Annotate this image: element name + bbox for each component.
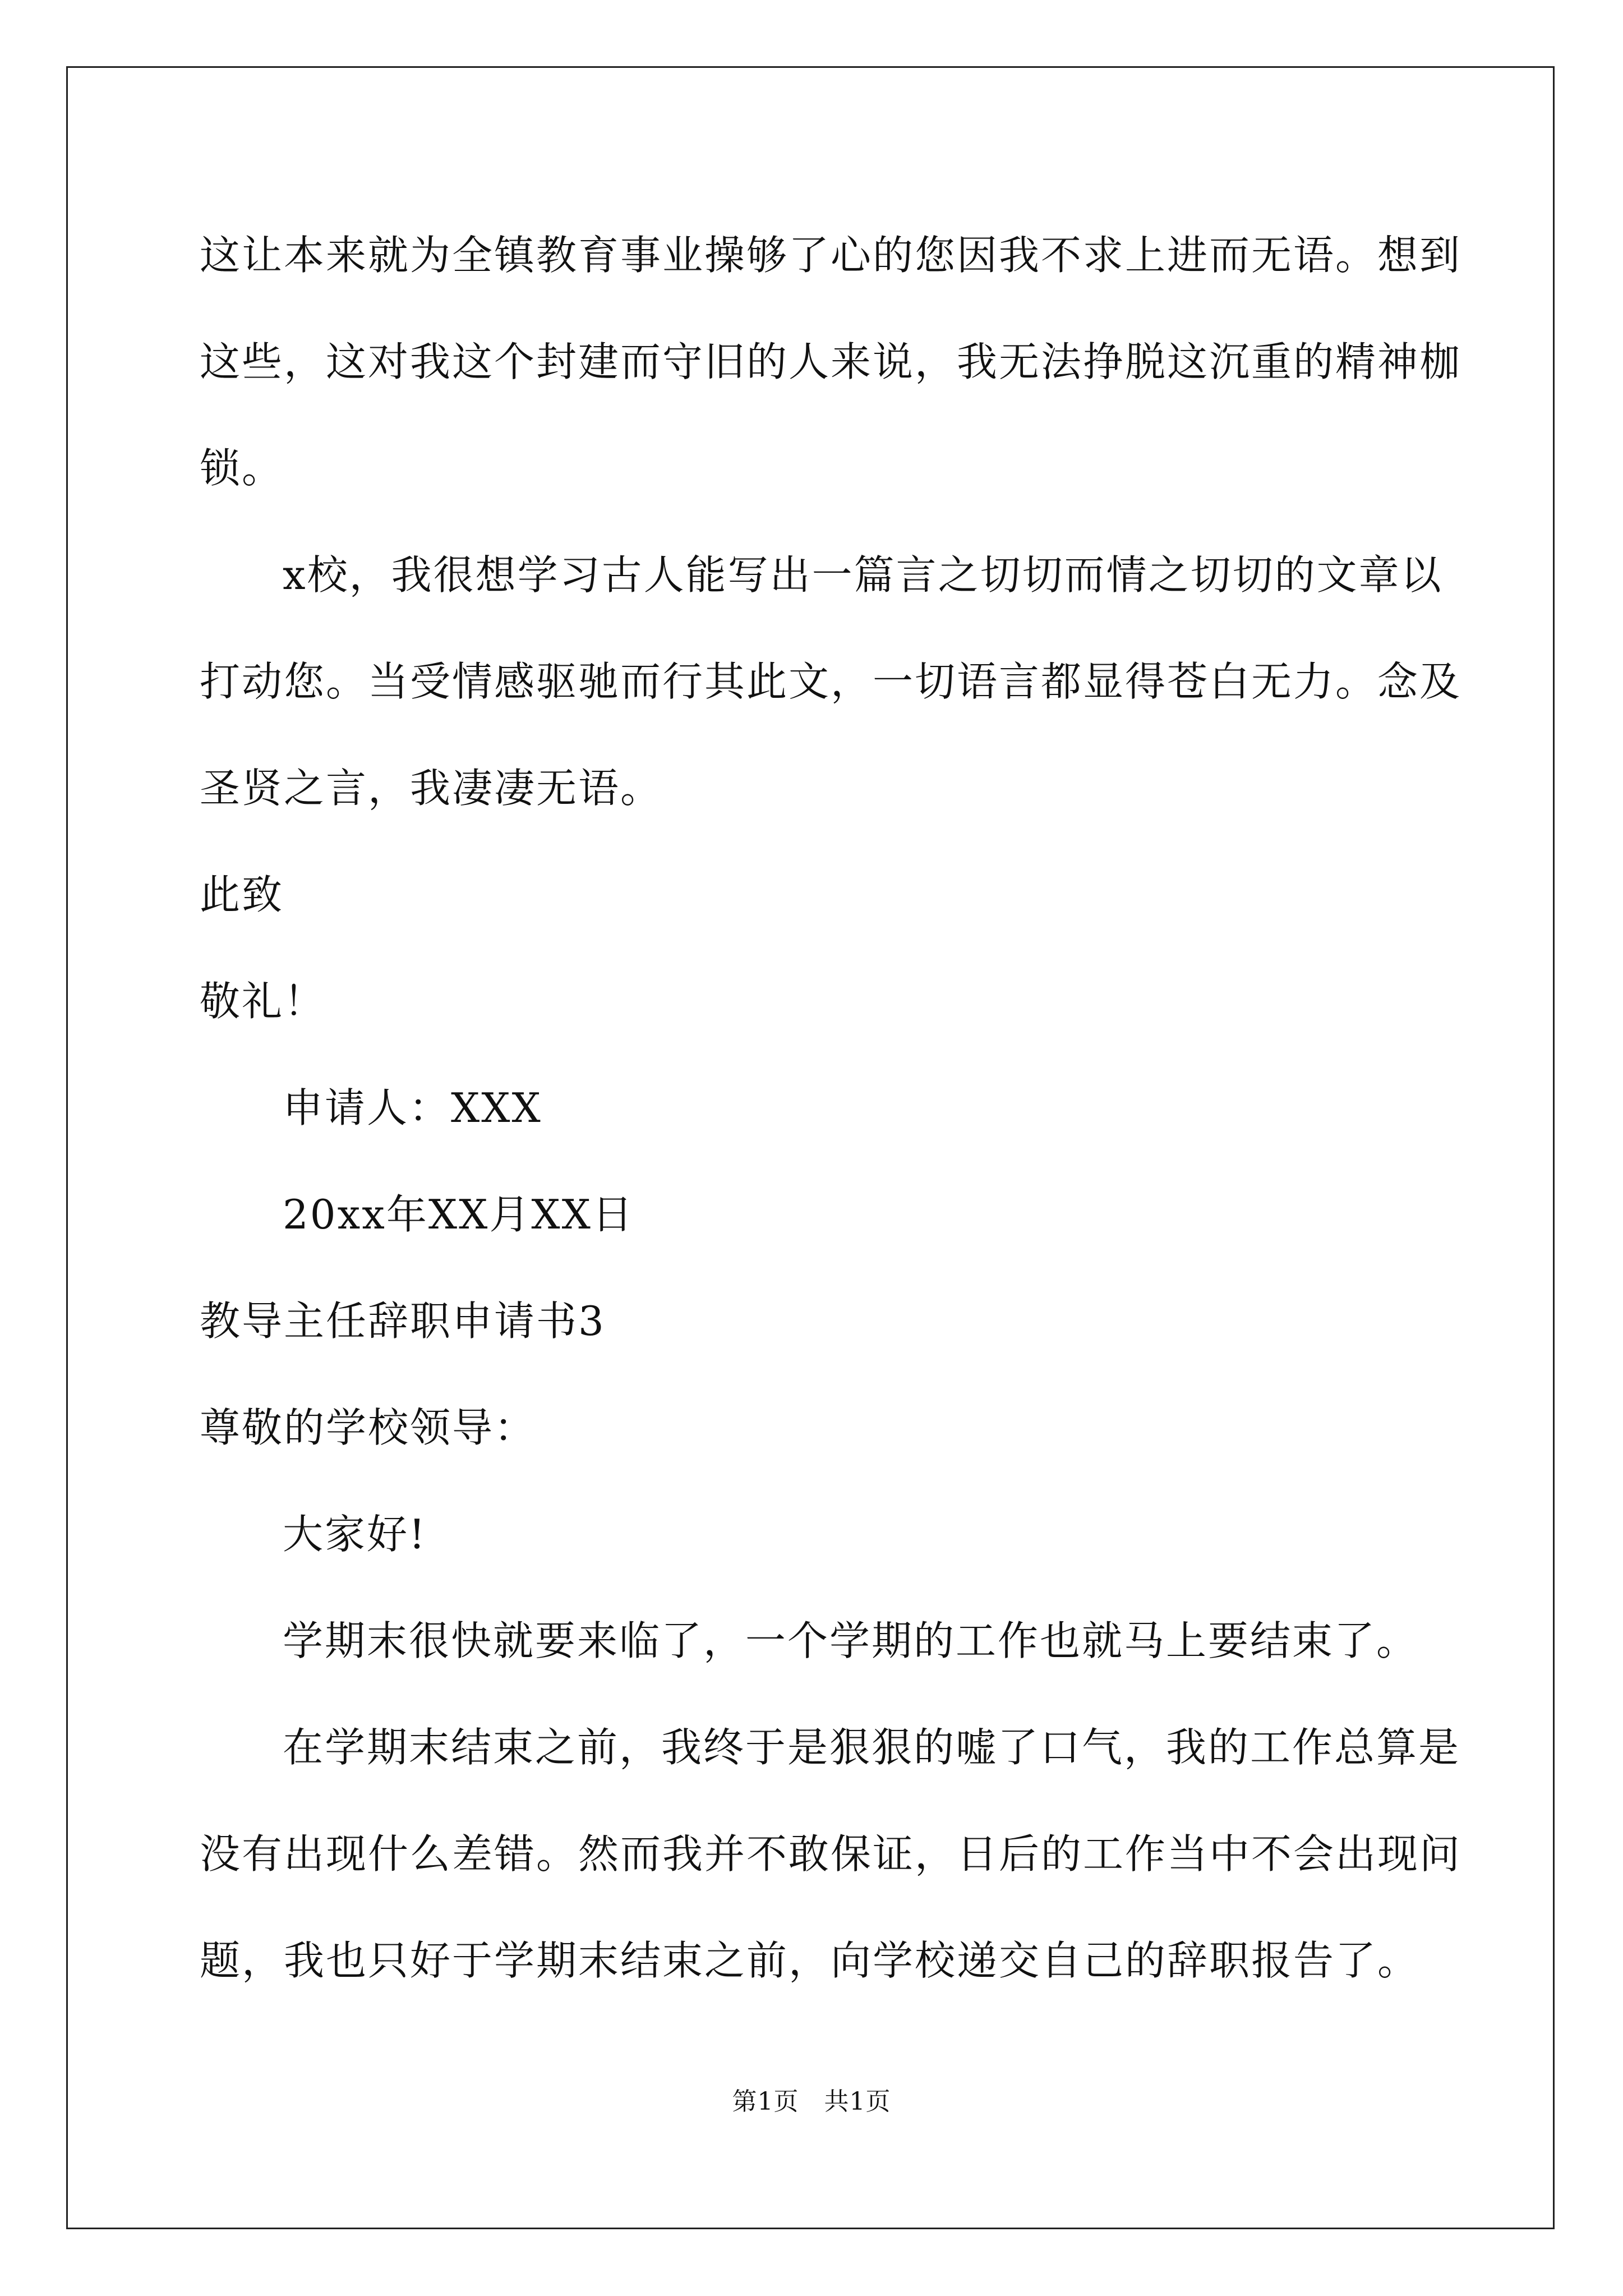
body-line: 学期末很快就要来临了，一个学期的工作也就马上要结束了。: [283, 1617, 1419, 1664]
page-number: 第1页 共1页: [732, 2087, 891, 2116]
body-line: 圣贤之言，我凄凄无语。: [200, 765, 663, 812]
body-line: 大家好!: [283, 1511, 427, 1558]
body-line: 这让本来就为全镇教育事业操够了心的您因我不求上进而无语。想到: [200, 232, 1462, 279]
greeting-line: 尊敬的学校领导：: [200, 1404, 537, 1451]
body-line: 这些，这对我这个封建而守旧的人来说，我无法挣脱这沉重的精神枷: [200, 338, 1462, 385]
section-title: 教导主任辞职申请书3: [200, 1297, 606, 1345]
body-line: 锁。: [200, 445, 284, 492]
body-line: 在学期末结束之前，我终于是狠狠的嘘了口气，我的工作总算是: [283, 1724, 1461, 1771]
page-footer: [0, 2081, 1623, 2117]
body-line: 题，我也只好于学期末结束之前，向学校递交自己的辞职报告了。: [200, 1937, 1420, 1984]
closing-line: 此致: [200, 871, 284, 918]
body-line: 没有出现什么差错。然而我并不敢保证，日后的工作当中不会出现问: [200, 1830, 1462, 1878]
salutation-line: 敬礼！: [200, 978, 326, 1025]
date-line: 20xx年XX月XX日: [283, 1191, 634, 1238]
applicant-line: 申请人：XXX: [283, 1084, 542, 1131]
body-line: 打动您。当受情感驱驰而行其此文，一切语言都显得苍白无力。念及: [200, 658, 1462, 705]
body-line: x校，我很想学习古人能写出一篇言之切切而情之切切的文章以: [283, 551, 1443, 599]
document-body: [200, 202, 1462, 2014]
